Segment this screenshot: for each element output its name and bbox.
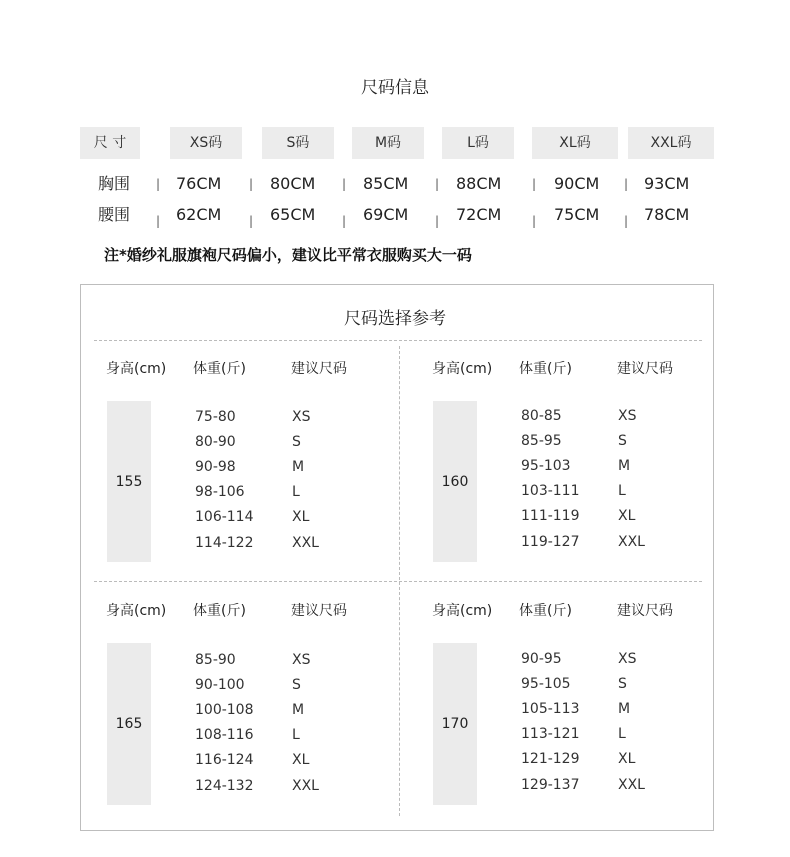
size-value: M bbox=[618, 701, 631, 717]
size-value: XXL bbox=[618, 777, 645, 793]
weight-range: 116-124 bbox=[195, 752, 254, 768]
size-value: XXL bbox=[292, 535, 319, 551]
size-value: S bbox=[292, 677, 301, 693]
weight-range: 124-132 bbox=[195, 778, 254, 794]
measure-value: 93CM bbox=[644, 174, 690, 193]
col-header-size: 建议尺码 bbox=[291, 603, 347, 619]
height-value: 170 bbox=[433, 643, 477, 805]
divider-tick: | bbox=[532, 177, 537, 191]
size-header-xl: XL码 bbox=[532, 127, 618, 159]
weight-range: 90-95 bbox=[521, 651, 562, 667]
size-header-xxl: XXL码 bbox=[628, 127, 714, 159]
size-value: L bbox=[618, 483, 626, 499]
size-value: L bbox=[618, 726, 626, 742]
height-value: 165 bbox=[107, 643, 151, 805]
col-header-size: 建议尺码 bbox=[617, 361, 673, 377]
divider-tick: | bbox=[435, 214, 440, 228]
divider-tick: | bbox=[435, 177, 440, 191]
size-value: XS bbox=[618, 651, 637, 667]
col-header-height: 身高(cm) bbox=[432, 361, 493, 377]
size-value: S bbox=[618, 433, 627, 449]
divider-tick: | bbox=[624, 214, 629, 228]
measure-value: 80CM bbox=[270, 174, 316, 193]
weight-range: 80-85 bbox=[521, 408, 562, 424]
size-header-row bbox=[80, 127, 720, 159]
size-value: XS bbox=[292, 409, 311, 425]
size-header-s: S码 bbox=[262, 127, 334, 159]
weight-range: 113-121 bbox=[521, 726, 580, 742]
weight-range: 100-108 bbox=[195, 702, 254, 718]
weight-range: 105-113 bbox=[521, 701, 580, 717]
measure-row-waist bbox=[80, 203, 720, 227]
measure-value: 78CM bbox=[644, 205, 690, 224]
col-header-height: 身高(cm) bbox=[106, 361, 167, 377]
measure-value: 72CM bbox=[456, 205, 502, 224]
size-value: XL bbox=[618, 508, 636, 524]
divider-line bbox=[94, 581, 702, 582]
weight-range: 85-95 bbox=[521, 433, 562, 449]
weight-range: 111-119 bbox=[521, 508, 580, 524]
divider-line bbox=[94, 340, 702, 341]
divider-tick: | bbox=[156, 177, 161, 191]
divider-tick: | bbox=[342, 214, 347, 228]
size-value: XL bbox=[292, 752, 310, 768]
weight-range: 90-100 bbox=[195, 677, 245, 693]
weight-range: 95-103 bbox=[521, 458, 571, 474]
weight-range: 80-90 bbox=[195, 434, 236, 450]
size-header-label: 尺 寸 bbox=[80, 127, 140, 159]
height-value: 160 bbox=[433, 401, 477, 562]
divider-tick: | bbox=[532, 214, 537, 228]
measure-row-chest bbox=[80, 172, 720, 196]
col-header-size: 建议尺码 bbox=[617, 603, 673, 619]
measure-value: 75CM bbox=[554, 205, 600, 224]
size-value: M bbox=[292, 702, 305, 718]
reference-title: 尺码选择参考 bbox=[344, 309, 446, 329]
size-value: M bbox=[292, 459, 305, 475]
weight-range: 106-114 bbox=[195, 509, 254, 525]
divider-tick: | bbox=[249, 177, 254, 191]
measure-value: 65CM bbox=[270, 205, 316, 224]
size-value: XXL bbox=[618, 534, 645, 550]
weight-range: 121-129 bbox=[521, 751, 580, 767]
weight-range: 85-90 bbox=[195, 652, 236, 668]
weight-range: 129-137 bbox=[521, 777, 580, 793]
measure-value: 69CM bbox=[363, 205, 409, 224]
measure-value: 76CM bbox=[176, 174, 222, 193]
size-value: L bbox=[292, 484, 300, 500]
measure-value: 85CM bbox=[363, 174, 409, 193]
size-value: S bbox=[618, 676, 627, 692]
size-value: XL bbox=[618, 751, 636, 767]
col-header-height: 身高(cm) bbox=[106, 603, 167, 619]
weight-range: 108-116 bbox=[195, 727, 254, 743]
divider-tick: | bbox=[342, 177, 347, 191]
measure-label: 胸围 bbox=[98, 174, 131, 193]
weight-range: 90-98 bbox=[195, 459, 236, 475]
divider-tick: | bbox=[624, 177, 629, 191]
size-value: XXL bbox=[292, 778, 319, 794]
weight-range: 98-106 bbox=[195, 484, 245, 500]
weight-range: 95-105 bbox=[521, 676, 571, 692]
weight-range: 119-127 bbox=[521, 534, 580, 550]
col-header-height: 身高(cm) bbox=[432, 603, 493, 619]
col-header-weight: 体重(斤) bbox=[193, 361, 246, 377]
weight-range: 103-111 bbox=[521, 483, 580, 499]
col-header-weight: 体重(斤) bbox=[519, 603, 572, 619]
size-value: L bbox=[292, 727, 300, 743]
measure-label: 腰围 bbox=[98, 205, 131, 224]
size-value: S bbox=[292, 434, 301, 450]
col-header-weight: 体重(斤) bbox=[519, 361, 572, 377]
size-header-l: L码 bbox=[442, 127, 514, 159]
col-header-weight: 体重(斤) bbox=[193, 603, 246, 619]
size-value: M bbox=[618, 458, 631, 474]
size-note: 注*婚纱礼服旗袍尺码偏小，建议比平常衣服购买大一码 bbox=[104, 246, 472, 264]
divider-tick: | bbox=[156, 214, 161, 228]
measure-value: 62CM bbox=[176, 205, 222, 224]
size-value: XL bbox=[292, 509, 310, 525]
col-header-size: 建议尺码 bbox=[291, 361, 347, 377]
weight-range: 75-80 bbox=[195, 409, 236, 425]
weight-range: 114-122 bbox=[195, 535, 254, 551]
size-info-title: 尺码信息 bbox=[361, 78, 429, 98]
measure-value: 88CM bbox=[456, 174, 502, 193]
measure-value: 90CM bbox=[554, 174, 600, 193]
size-value: XS bbox=[292, 652, 311, 668]
height-value: 155 bbox=[107, 401, 151, 562]
divider-line bbox=[399, 346, 400, 816]
size-value: XS bbox=[618, 408, 637, 424]
size-header-m: M码 bbox=[352, 127, 424, 159]
size-header-xs: XS码 bbox=[170, 127, 242, 159]
divider-tick: | bbox=[249, 214, 254, 228]
